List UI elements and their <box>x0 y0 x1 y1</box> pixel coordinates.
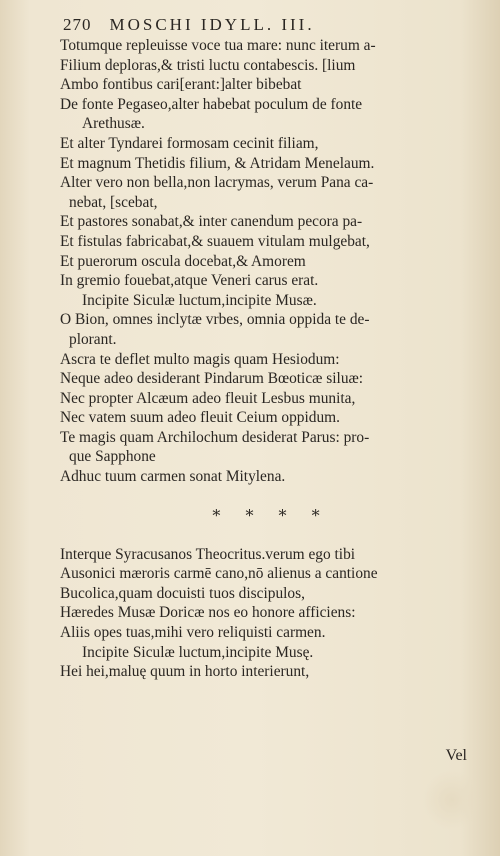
text-line: plorant. <box>69 330 117 348</box>
text-line: Nec propter Alcæum adeo fleuit Lesbus munita, <box>60 389 356 407</box>
text-line: Et pastores sonabat,& inter canendum pecora pa- <box>60 213 363 231</box>
text-line: Ambo fontibus cari[erant:]alter bibebat <box>60 76 302 94</box>
text-line: Et magnum Thetidis filium, & Atridam Menelaum. <box>60 154 375 172</box>
text-line: Et puerorum oscula docebat,& Amorem <box>60 252 306 270</box>
paper-stain <box>422 770 482 830</box>
text-line: Hæredes Musæ Doricæ nos eo honore afficiens: <box>60 604 356 622</box>
text-line: Ascra te deflet multo magis quam Hesiodum: <box>60 350 340 368</box>
running-title: MOSCHI IDYLL. III. <box>109 15 315 34</box>
running-header <box>63 12 480 38</box>
text-line: Ausonici mæroris carmē cano,nō alienus a cantione <box>60 565 378 583</box>
text-line: Adhuc tuum carmen sonat Mitylena. <box>60 468 286 486</box>
text-block <box>60 36 482 682</box>
text-line: O Bion, omnes inclytæ vrbes, omnia oppida te de- <box>60 311 370 329</box>
text-line: Alter vero non bella,non lacrymas, verum Pana ca- <box>60 174 374 192</box>
text-line: Et fistulas fabricabat,& suauem vitulam mulgebat, <box>60 232 370 250</box>
text-line: nebat, [scebat, <box>69 193 158 211</box>
text-line: Incipite Siculæ luctum,incipite Musę. <box>82 643 314 661</box>
text-line: Te magis quam Archilochum desiderat Parus: pro- <box>60 428 370 446</box>
text-line: Arethusæ. <box>82 115 145 133</box>
text-line: Et alter Tyndarei formosam cecinit filiam, <box>60 134 319 152</box>
text-line: Hei hei,maluę quum in horto interierunt, <box>60 663 310 681</box>
text-line: que Sapphone <box>69 448 156 466</box>
text-line: Filium deploras,& tristi luctu contabescis. [lium <box>60 56 356 74</box>
catchword: Vel <box>445 747 467 764</box>
verse-block-1 <box>60 36 482 487</box>
text-line: Interque Syracusanos Theocritus.verum ego tibi <box>60 545 356 563</box>
page-number: 270 <box>63 15 92 34</box>
text-line: Totumque repleuisse voce tua mare: nunc iterum a- <box>60 37 376 54</box>
text-line: Nec vatem suum adeo fleuit Ceium oppidum. <box>60 409 340 427</box>
text-line: Incipite Siculæ luctum,incipite Musæ. <box>82 291 317 309</box>
text-line: In gremio fouebat,atque Veneri carus erat. <box>60 272 319 290</box>
section-separator: * * * * <box>212 506 330 526</box>
text-line: De fonte Pegaseo,alter habebat poculum de fonte <box>60 95 363 113</box>
text-line: Neque adeo desiderant Pindarum Bœoticæ siluæ: <box>60 370 364 388</box>
verse-block-2 <box>60 545 482 682</box>
text-line: Aliis opes tuas,mihi vero reliquisti carmen. <box>60 624 326 642</box>
text-line: Bucolica,quam docuisti tuos discipulos, <box>60 584 305 602</box>
